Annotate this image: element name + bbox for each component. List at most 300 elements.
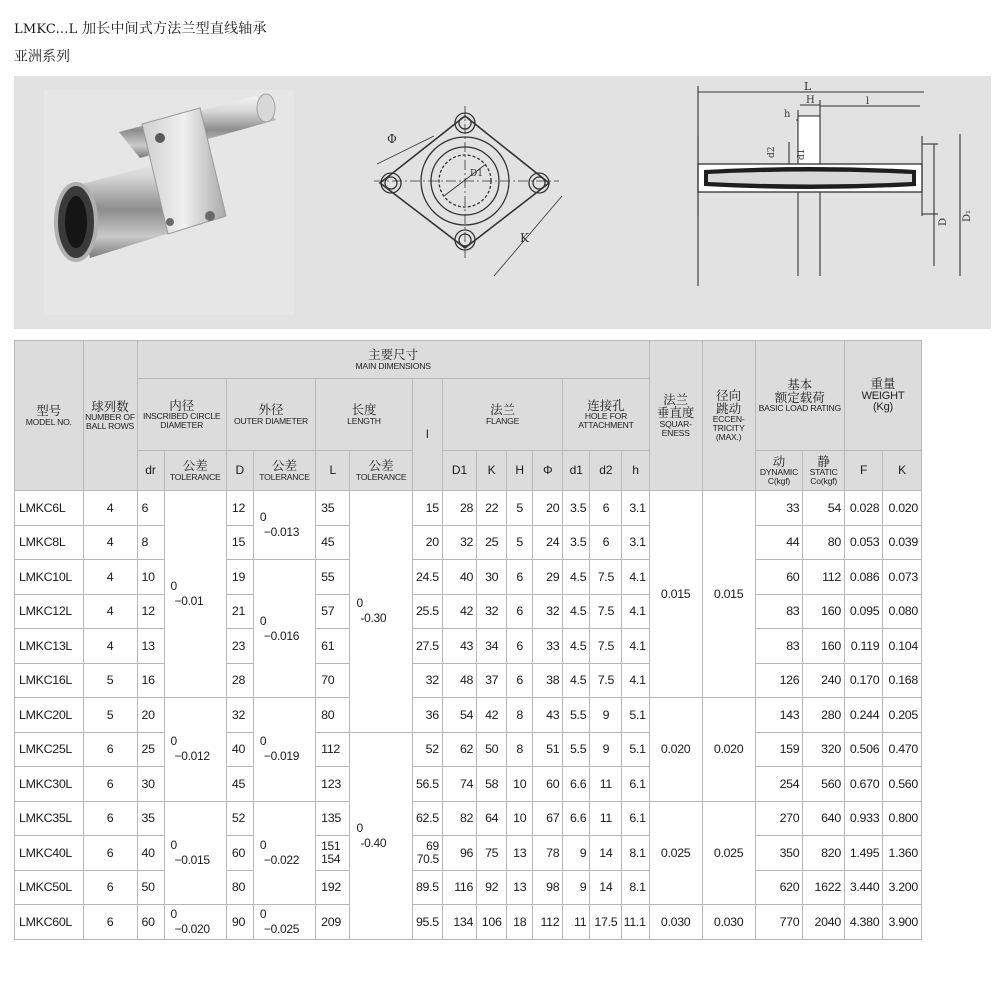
th-h: h	[622, 451, 649, 491]
cell-h: 6.1	[622, 767, 649, 802]
cell-phi: 60	[533, 767, 563, 802]
cell-d1: 3.5	[563, 525, 590, 560]
cell-D1: 96	[442, 836, 476, 871]
cell-eccentricity: 0.020	[702, 698, 755, 802]
cell-dynamic-load: 254	[755, 767, 803, 802]
cell-dynamic-load: 770	[755, 905, 803, 940]
cell-phi: 78	[533, 836, 563, 871]
cell-d2: 7.5	[590, 629, 622, 664]
th-length: 长度 LENGTH	[316, 379, 413, 451]
page-title	[14, 18, 267, 38]
cell-dr-tolerance-lower: −0.01	[174, 594, 204, 608]
th-inner-diameter: 内径 INSCRIBED CIRCLE DIAMETER	[137, 379, 226, 451]
cell-dr: 35	[137, 801, 164, 836]
label-D: D	[938, 217, 949, 226]
cell-d2: 6	[590, 491, 622, 526]
cell-weight-K: 3.900	[883, 905, 922, 940]
cell-H: 5	[507, 525, 533, 560]
cell-D1: 42	[442, 594, 476, 629]
cell-phi: 20	[533, 491, 563, 526]
cell-static-load: 320	[803, 732, 845, 767]
cell-model: LMKC25L	[15, 732, 84, 767]
label-d1: d1	[797, 148, 807, 160]
cell-D-tolerance-upper: 0	[259, 906, 267, 921]
cell-l-min: 69	[426, 838, 439, 853]
cell-L-tolerance-upper: 0	[356, 596, 363, 611]
cell-K: 50	[477, 732, 507, 767]
cell-dr-tolerance-upper: 0	[170, 734, 177, 749]
cell-dr: 10	[137, 560, 164, 595]
th-weight-K: K	[883, 451, 922, 491]
table-row	[15, 836, 922, 871]
table-row	[15, 491, 922, 526]
cell-dr-tolerance	[164, 491, 226, 698]
cell-weight-F: 0.053	[844, 525, 882, 560]
cell-d2: 14	[590, 836, 622, 871]
cell-static-load: 112	[803, 560, 845, 595]
cell-ball-rows: 5	[83, 698, 137, 733]
cell-eccentricity: 0.015	[702, 491, 755, 698]
cell-l: 95.5	[412, 905, 442, 940]
cell-H: 10	[507, 801, 533, 836]
cell-L: 35	[316, 491, 350, 526]
cell-dr: 13	[137, 629, 164, 664]
cell-H: 6	[507, 629, 533, 664]
cell-h: 3.1	[622, 525, 649, 560]
cell-weight-F: 0.170	[844, 663, 882, 698]
cell-H: 10	[507, 767, 533, 802]
cell-l: 20	[412, 525, 442, 560]
cell-weight-F: 0.095	[844, 594, 882, 629]
cell-K: 30	[477, 560, 507, 595]
cell-K: 64	[477, 801, 507, 836]
th-flange: 法兰 FLANGE	[442, 379, 562, 451]
th-static: 静 STATIC Co(kgf)	[803, 451, 845, 491]
th-phi: Φ	[533, 451, 563, 491]
th-load-rating: 基本 额定载荷 BASIC LOAD RATING	[755, 341, 844, 451]
cell-dr-tolerance-upper: 0	[170, 837, 177, 852]
cell-L-tolerance	[350, 491, 412, 733]
cell-d1: 9	[563, 870, 590, 905]
cell-weight-K: 1.360	[883, 836, 922, 871]
cell-d1: 4.5	[563, 663, 590, 698]
cell-D: 19	[226, 560, 253, 595]
cell-D-tolerance	[253, 491, 315, 560]
cell-l: 32	[412, 663, 442, 698]
cell-weight-F: 4.380	[844, 905, 882, 940]
cell-D1: 40	[442, 560, 476, 595]
cell-phi: 98	[533, 870, 563, 905]
cell-dr-tolerance-upper: 0	[170, 579, 177, 593]
th-outer-diameter: 外径 OUTER DIAMETER	[226, 379, 315, 451]
cell-ball-rows: 4	[83, 560, 137, 595]
cell-weight-K: 3.200	[883, 870, 922, 905]
cell-squareness: 0.025	[649, 801, 702, 905]
cell-L: 112	[316, 732, 350, 767]
cell-L: 123	[316, 767, 350, 802]
cell-static-load: 640	[803, 801, 845, 836]
cell-l: 89.5	[412, 870, 442, 905]
cell-dr-tolerance-lower: −0.012	[174, 749, 210, 764]
cell-d1: 3.5	[563, 491, 590, 526]
cell-dr: 50	[137, 870, 164, 905]
cell-D1: 54	[442, 698, 476, 733]
cell-K: 58	[477, 767, 507, 802]
cell-D: 15	[226, 525, 253, 560]
cell-weight-F: 0.506	[844, 732, 882, 767]
cell-static-load: 80	[803, 525, 845, 560]
cell-weight-K: 0.080	[883, 594, 922, 629]
th-L: L	[316, 451, 350, 491]
table-row	[15, 698, 922, 733]
cell-dr: 25	[137, 732, 164, 767]
cell-D: 23	[226, 629, 253, 664]
cell-K: 25	[477, 525, 507, 560]
cell-squareness: 0.015	[649, 491, 702, 698]
cell-phi: 67	[533, 801, 563, 836]
cell-L-min: 151	[321, 838, 341, 853]
label-k: K	[520, 231, 529, 245]
th-D-tolerance: 公差 TOLERANCE	[253, 451, 315, 491]
front-view-drawing	[374, 106, 562, 276]
cell-l: 25.5	[412, 594, 442, 629]
th-H: H	[507, 451, 533, 491]
cell-D-tolerance-lower: −0.019	[263, 749, 300, 764]
cell-l: 24.5	[412, 560, 442, 595]
cell-weight-K: 0.800	[883, 801, 922, 836]
page-subtitle: 亚洲系列	[14, 49, 70, 65]
cell-ball-rows: 4	[83, 629, 137, 664]
cell-K: 37	[477, 663, 507, 698]
cell-weight-K: 0.039	[883, 525, 922, 560]
cell-d2: 7.5	[590, 560, 622, 595]
cell-dynamic-load: 44	[755, 525, 803, 560]
cell-D: 12	[226, 491, 253, 526]
cell-d1: 4.5	[563, 560, 590, 595]
cell-L: 45	[316, 525, 350, 560]
cell-d2: 11	[590, 801, 622, 836]
cell-static-load: 280	[803, 698, 845, 733]
cell-H: 8	[507, 698, 533, 733]
cell-D1: 134	[442, 905, 476, 940]
cell-D-tolerance-lower: −0.016	[263, 628, 300, 643]
th-weight-F: F	[844, 451, 882, 491]
cell-D: 80	[226, 870, 253, 905]
cell-static-load: 160	[803, 594, 845, 629]
cell-l: 52	[412, 732, 442, 767]
table-row	[15, 801, 922, 836]
cell-weight-F: 0.119	[844, 629, 882, 664]
bearing-photo	[44, 90, 294, 315]
cell-K: 34	[477, 629, 507, 664]
cell-dr: 8	[137, 525, 164, 560]
cell-weight-K: 0.470	[883, 732, 922, 767]
cell-d1: 6.6	[563, 801, 590, 836]
cell-h: 4.1	[622, 663, 649, 698]
cell-weight-K: 0.104	[883, 629, 922, 664]
cell-dr: 6	[137, 491, 164, 526]
cell-D1: 62	[442, 732, 476, 767]
cell-L-tolerance-lower: -0.40	[360, 835, 387, 850]
th-L-tolerance: 公差 TOLERANCE	[350, 451, 412, 491]
cell-weight-K: 0.168	[883, 663, 922, 698]
cell-D-tolerance-upper: 0	[259, 613, 267, 628]
cell-D1: 28	[442, 491, 476, 526]
cell-ball-rows: 6	[83, 767, 137, 802]
th-l: l	[412, 379, 442, 491]
cell-d2: 11	[590, 767, 622, 802]
label-phi: Φ	[387, 132, 397, 146]
th-dr-tolerance: 公差 TOLERANCE	[164, 451, 226, 491]
spec-table-body	[15, 491, 922, 940]
label-D1: D₁	[962, 209, 973, 222]
cell-K: 32	[477, 594, 507, 629]
cell-L: 55	[316, 560, 350, 595]
cell-model: LMKC12L	[15, 594, 84, 629]
figure-panel	[14, 76, 991, 329]
cell-D1: 116	[442, 870, 476, 905]
cell-d1: 4.5	[563, 629, 590, 664]
label-H: H	[806, 95, 815, 106]
cell-phi: 24	[533, 525, 563, 560]
cell-H: 5	[507, 491, 533, 526]
cell-weight-F: 0.086	[844, 560, 882, 595]
cell-weight-K: 0.073	[883, 560, 922, 595]
cell-d1: 9	[563, 836, 590, 871]
cell-dynamic-load: 60	[755, 560, 803, 595]
cell-model: LMKC60L	[15, 905, 84, 940]
cell-L: 192	[316, 870, 350, 905]
th-dynamic: 动 DYNAMIC C(kgf)	[755, 451, 803, 491]
cell-L-tolerance-upper: 0	[356, 820, 363, 835]
th-K: K	[477, 451, 507, 491]
cell-ball-rows: 6	[83, 732, 137, 767]
cell-model: LMKC40L	[15, 836, 84, 871]
cell-l	[412, 836, 442, 871]
cell-d1: 6.6	[563, 767, 590, 802]
cell-L: 70	[316, 663, 350, 698]
table-row	[15, 525, 922, 560]
cell-weight-K: 0.020	[883, 491, 922, 526]
cell-model: LMKC20L	[15, 698, 84, 733]
cell-static-load: 2040	[803, 905, 845, 940]
cell-phi: 43	[533, 698, 563, 733]
cell-dr: 16	[137, 663, 164, 698]
cell-weight-K: 0.560	[883, 767, 922, 802]
table-row	[15, 629, 922, 664]
table-row	[15, 560, 922, 595]
cell-dr-tolerance-lower: −0.015	[174, 852, 210, 867]
cell-weight-K: 0.205	[883, 698, 922, 733]
title-name: 加长中间式方法兰型直线轴承	[82, 21, 267, 37]
cell-squareness: 0.020	[649, 698, 702, 802]
th-D: D	[226, 451, 253, 491]
cell-ball-rows: 4	[83, 525, 137, 560]
cell-D-tolerance-lower: −0.022	[263, 852, 300, 867]
figure-drawings	[14, 76, 991, 329]
cell-d2: 9	[590, 698, 622, 733]
cell-D: 32	[226, 698, 253, 733]
cell-D-tolerance-lower: −0.013	[263, 525, 300, 539]
cell-static-load: 1622	[803, 870, 845, 905]
cell-h: 3.1	[622, 491, 649, 526]
cell-h: 4.1	[622, 629, 649, 664]
label-d2: d2	[767, 146, 777, 158]
label-l: l	[866, 96, 870, 107]
cell-eccentricity: 0.030	[702, 905, 755, 940]
cell-d2: 9	[590, 732, 622, 767]
cell-H: 6	[507, 663, 533, 698]
cell-weight-F: 0.933	[844, 801, 882, 836]
cell-K: 106	[477, 905, 507, 940]
cell-L	[316, 836, 350, 871]
th-D1: D1	[442, 451, 476, 491]
cell-H: 6	[507, 560, 533, 595]
cell-model: LMKC16L	[15, 663, 84, 698]
cell-dynamic-load: 159	[755, 732, 803, 767]
cell-d2: 17.5	[590, 905, 622, 940]
cell-static-load: 820	[803, 836, 845, 871]
cell-model: LMKC10L	[15, 560, 84, 595]
th-squareness: 法兰 垂直度 SQUAR-ENESS	[649, 341, 702, 491]
cell-weight-F: 3.440	[844, 870, 882, 905]
cell-dr-tolerance-upper: 0	[170, 906, 177, 921]
cell-phi: 29	[533, 560, 563, 595]
cell-L-tolerance-lower: -0.30	[360, 611, 387, 626]
cell-d1: 4.5	[563, 594, 590, 629]
cell-d2: 14	[590, 870, 622, 905]
cell-phi: 51	[533, 732, 563, 767]
cell-h: 11.1	[622, 905, 649, 940]
table-row	[15, 905, 922, 940]
cell-ball-rows: 6	[83, 836, 137, 871]
cell-d1: 5.5	[563, 732, 590, 767]
cell-dynamic-load: 270	[755, 801, 803, 836]
cell-dynamic-load: 350	[755, 836, 803, 871]
table-row	[15, 663, 922, 698]
cell-h: 6.1	[622, 801, 649, 836]
cell-D-tolerance-upper: 0	[259, 837, 267, 852]
cell-d1: 5.5	[563, 698, 590, 733]
cell-dr-tolerance	[164, 698, 226, 802]
cell-dr: 60	[137, 905, 164, 940]
cell-H: 6	[507, 594, 533, 629]
cell-model: LMKC13L	[15, 629, 84, 664]
cell-model: LMKC50L	[15, 870, 84, 905]
cell-h: 4.1	[622, 560, 649, 595]
cell-H: 8	[507, 732, 533, 767]
label-h: h	[784, 109, 791, 120]
cell-K: 92	[477, 870, 507, 905]
cell-L: 61	[316, 629, 350, 664]
cell-L-max: 154	[321, 851, 341, 866]
spec-table	[14, 340, 922, 940]
label-L: L	[804, 80, 812, 93]
cell-D: 40	[226, 732, 253, 767]
cell-D-tolerance	[253, 560, 315, 698]
th-dr: dr	[137, 451, 164, 491]
cell-d2: 7.5	[590, 663, 622, 698]
cell-dr: 20	[137, 698, 164, 733]
cell-D1: 74	[442, 767, 476, 802]
cell-D1: 43	[442, 629, 476, 664]
cell-D: 52	[226, 801, 253, 836]
cell-static-load: 560	[803, 767, 845, 802]
cell-l: 56.5	[412, 767, 442, 802]
cell-L: 135	[316, 801, 350, 836]
cell-H: 13	[507, 870, 533, 905]
cell-h: 8.1	[622, 870, 649, 905]
section-view-drawing	[698, 86, 960, 286]
cell-model: LMKC30L	[15, 767, 84, 802]
th-rows: 球列数 NUMBER OF BALL ROWS	[83, 341, 137, 491]
cell-weight-F: 0.028	[844, 491, 882, 526]
cell-eccentricity: 0.025	[702, 801, 755, 905]
th-main-dimensions: 主要尺寸 MAIN DIMENSIONS	[137, 341, 649, 379]
cell-weight-F: 0.244	[844, 698, 882, 733]
cell-dynamic-load: 143	[755, 698, 803, 733]
label-front-d1: D1	[470, 169, 483, 179]
cell-D: 90	[226, 905, 253, 940]
cell-l-max: 70.5	[416, 851, 439, 866]
cell-model: LMKC35L	[15, 801, 84, 836]
cell-dr-tolerance-lower: −0.020	[174, 921, 210, 936]
cell-D-tolerance-lower: −0.025	[263, 921, 300, 936]
cell-h: 5.1	[622, 732, 649, 767]
cell-dynamic-load: 620	[755, 870, 803, 905]
table-row	[15, 594, 922, 629]
cell-model: LMKC6L	[15, 491, 84, 526]
cell-D1: 82	[442, 801, 476, 836]
cell-static-load: 160	[803, 629, 845, 664]
cell-H: 13	[507, 836, 533, 871]
cell-ball-rows: 6	[83, 870, 137, 905]
th-eccentricity: 径向 跳动 ECCEN-TRICITY (MAX.)	[702, 341, 755, 491]
cell-model: LMKC8L	[15, 525, 84, 560]
cell-D-tolerance	[253, 698, 315, 802]
cell-ball-rows: 4	[83, 594, 137, 629]
cell-ball-rows: 6	[83, 905, 137, 940]
cell-h: 5.1	[622, 698, 649, 733]
cell-static-load: 54	[803, 491, 845, 526]
title-model: LMKC...L	[14, 22, 78, 37]
cell-D-tolerance	[253, 905, 315, 940]
table-row	[15, 732, 922, 767]
cell-dr: 40	[137, 836, 164, 871]
cell-D1: 48	[442, 663, 476, 698]
cell-D: 21	[226, 594, 253, 629]
cell-ball-rows: 4	[83, 491, 137, 526]
table-row	[15, 767, 922, 802]
cell-h: 8.1	[622, 836, 649, 871]
cell-phi: 112	[533, 905, 563, 940]
cell-dr-tolerance	[164, 801, 226, 905]
cell-phi: 33	[533, 629, 563, 664]
cell-weight-F: 1.495	[844, 836, 882, 871]
cell-dynamic-load: 126	[755, 663, 803, 698]
cell-d2: 7.5	[590, 594, 622, 629]
cell-D: 45	[226, 767, 253, 802]
cell-H: 18	[507, 905, 533, 940]
cell-d1: 11	[563, 905, 590, 940]
cell-weight-F: 0.670	[844, 767, 882, 802]
cell-phi: 32	[533, 594, 563, 629]
cell-D-tolerance-upper: 0	[259, 510, 267, 524]
cell-l: 27.5	[412, 629, 442, 664]
cell-dynamic-load: 83	[755, 594, 803, 629]
cell-L: 80	[316, 698, 350, 733]
th-d1: d1	[563, 451, 590, 491]
